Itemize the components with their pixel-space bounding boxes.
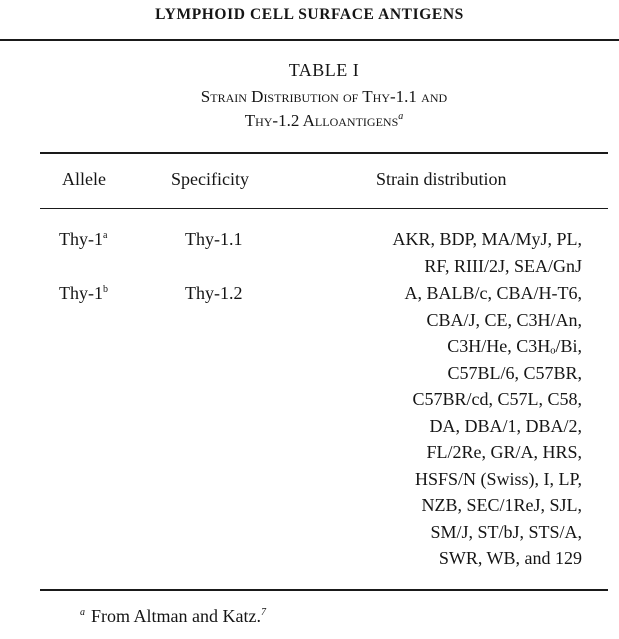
caption-text: Thy-1.2 Alloantigens <box>244 111 399 130</box>
table-label: TABLE I <box>288 60 360 80</box>
row-1-strain-distribution <box>392 226 582 279</box>
table-caption-line-1: Strain Distribution of Thy-1.1 and <box>200 87 448 106</box>
strain-line: SWR, WB, and 129 <box>438 548 582 568</box>
strain-line: C3H/He, C3Hₒ/Bi, <box>447 336 582 356</box>
strain-line: RF, RIII/2J, SEA/GnJ <box>424 255 582 276</box>
footnote-text: From Altman and Katz. <box>91 606 261 626</box>
strain-line: AKR, BDP, MA/MyJ, PL, <box>392 229 582 249</box>
header-allele: Allele <box>62 169 106 189</box>
strain-line: C57BR/cd, C57L, C58, <box>412 389 582 409</box>
header-strain-distribution: Strain distribution <box>376 169 507 189</box>
table-caption-line-2 <box>40 111 608 131</box>
strain-line: DA, DBA/1, DBA/2, <box>429 415 582 436</box>
allele-name: Thy-1 <box>59 283 103 303</box>
row-1-specificity: Thy-1.1 <box>185 229 243 249</box>
strain-line: CBA/J, CE, C3H/An, <box>426 309 582 330</box>
strain-line: C57BL/6, C57BR, <box>447 362 582 383</box>
caption-footnote-mark: a <box>398 111 404 122</box>
table-footnote <box>80 606 272 627</box>
footnote-reference: 7 <box>260 607 266 618</box>
row-2-strain-distribution <box>405 280 583 572</box>
strain-line: FL/2Re, GR/A, HRS, <box>426 442 582 462</box>
footnote-mark: a <box>80 607 85 618</box>
header-specificity: Specificity <box>171 169 249 189</box>
allele-name: Thy-1 <box>59 229 103 249</box>
strain-line: NZB, SEC/1ReJ, SJL, <box>421 495 582 515</box>
allele-superscript: b <box>103 284 108 295</box>
table-bottom-rule <box>40 589 608 591</box>
strain-line: SM/J, ST/bJ, STS/A, <box>430 521 582 542</box>
row-1-allele <box>59 229 107 250</box>
header-rule <box>40 208 608 209</box>
allele-superscript: a <box>103 230 108 241</box>
row-2-allele <box>59 283 108 304</box>
top-rule <box>0 39 619 41</box>
running-head: LYMPHOID CELL SURFACE ANTIGENS <box>155 6 464 23</box>
strain-line: HSFS/N (Swiss), I, LP, <box>414 468 582 489</box>
row-2-specificity: Thy-1.2 <box>185 283 243 303</box>
table-top-rule <box>40 152 608 154</box>
strain-line: A, BALB/c, CBA/H-T6, <box>404 283 582 303</box>
